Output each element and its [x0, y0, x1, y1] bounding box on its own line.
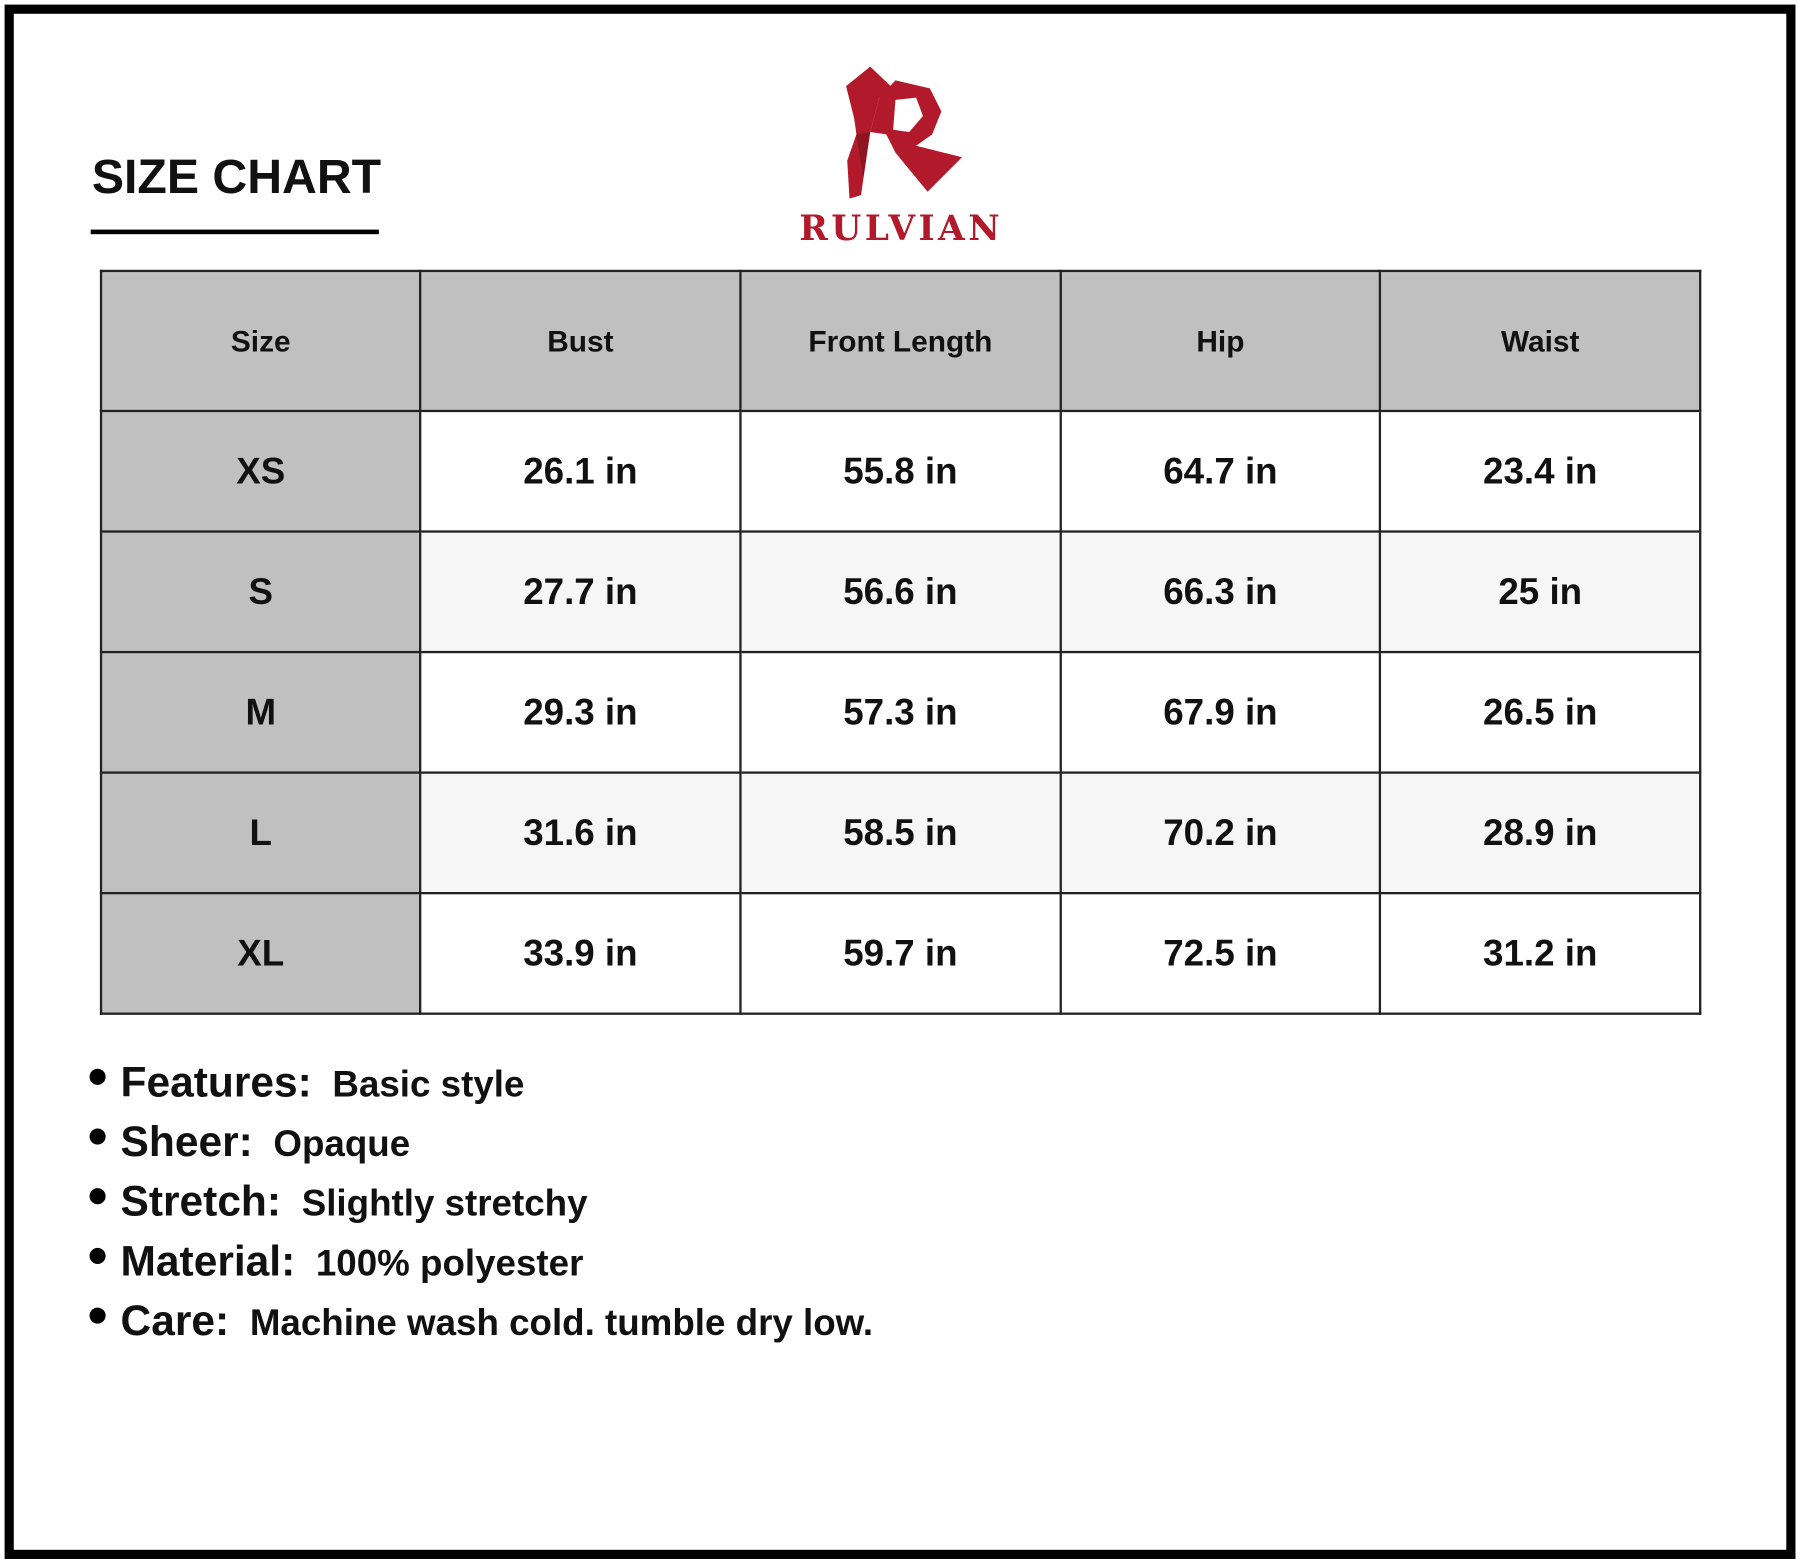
- title-underline: [91, 230, 379, 235]
- table-row: [101, 411, 1700, 532]
- front-length-cell: 57.3 in: [740, 652, 1060, 773]
- front-length-cell: 55.8 in: [740, 411, 1060, 532]
- size-cell: S: [101, 532, 420, 653]
- bullet-icon: [90, 1069, 106, 1085]
- size-cell: L: [101, 773, 420, 894]
- front-length-cell: 59.7 in: [740, 893, 1060, 1014]
- header-size: Size: [101, 271, 420, 411]
- bust-cell: 29.3 in: [421, 652, 741, 773]
- header-bust: Bust: [421, 271, 741, 411]
- size-cell: XL: [101, 893, 420, 1014]
- table-row: [101, 893, 1700, 1014]
- waist-cell: 26.5 in: [1380, 652, 1700, 773]
- front-length-cell: 58.5 in: [740, 773, 1060, 894]
- table-row: [101, 773, 1700, 894]
- hip-cell: 66.3 in: [1061, 532, 1381, 653]
- bust-cell: 33.9 in: [421, 893, 741, 1014]
- front-length-cell: 56.6 in: [740, 532, 1060, 653]
- header-waist: Waist: [1380, 271, 1700, 411]
- bust-cell: 26.1 in: [421, 411, 741, 532]
- feature-label: Sheer:: [120, 1118, 253, 1166]
- bullet-icon: [90, 1248, 106, 1264]
- feature-label: Care:: [120, 1297, 230, 1345]
- header-hip: Hip: [1061, 271, 1381, 411]
- feature-item: [90, 1118, 874, 1178]
- feature-label: Material:: [120, 1237, 296, 1285]
- bullet-icon: [90, 1128, 106, 1144]
- feature-item: [90, 1238, 874, 1298]
- feature-value: 100% polyester: [315, 1242, 584, 1284]
- feature-value: Basic style: [332, 1063, 525, 1105]
- table-header-row: [101, 271, 1700, 411]
- feature-label: Stretch:: [120, 1177, 282, 1225]
- hip-cell: 72.5 in: [1061, 893, 1381, 1014]
- waist-cell: 25 in: [1380, 532, 1700, 653]
- bullet-icon: [90, 1188, 106, 1204]
- feature-value: Opaque: [273, 1122, 411, 1165]
- bullet-icon: [90, 1308, 106, 1324]
- bust-cell: 31.6 in: [421, 773, 741, 894]
- hip-cell: 67.9 in: [1061, 652, 1381, 773]
- size-table: [100, 270, 1701, 1015]
- feature-label: Features:: [120, 1058, 312, 1106]
- feature-item: [90, 1178, 874, 1238]
- feature-value: Machine wash cold. tumble dry low.: [249, 1301, 874, 1344]
- waist-cell: 31.2 in: [1380, 893, 1700, 1014]
- table-row: [101, 532, 1700, 653]
- table-row: [101, 652, 1700, 773]
- feature-item: [90, 1058, 874, 1118]
- header-front-length: Front Length: [740, 271, 1060, 411]
- feature-value: Slightly stretchy: [301, 1182, 588, 1224]
- hip-cell: 70.2 in: [1061, 773, 1381, 894]
- bust-cell: 27.7 in: [421, 532, 741, 653]
- waist-cell: 23.4 in: [1380, 411, 1700, 532]
- feature-list: [90, 1058, 874, 1356]
- waist-cell: 28.9 in: [1380, 773, 1700, 894]
- size-cell: M: [101, 652, 420, 773]
- feature-item: [90, 1297, 874, 1357]
- brand-name: RULVIAN: [799, 208, 1004, 250]
- page-title: SIZE CHART: [91, 149, 382, 204]
- hip-cell: 64.7 in: [1061, 411, 1381, 532]
- size-cell: XS: [101, 411, 420, 532]
